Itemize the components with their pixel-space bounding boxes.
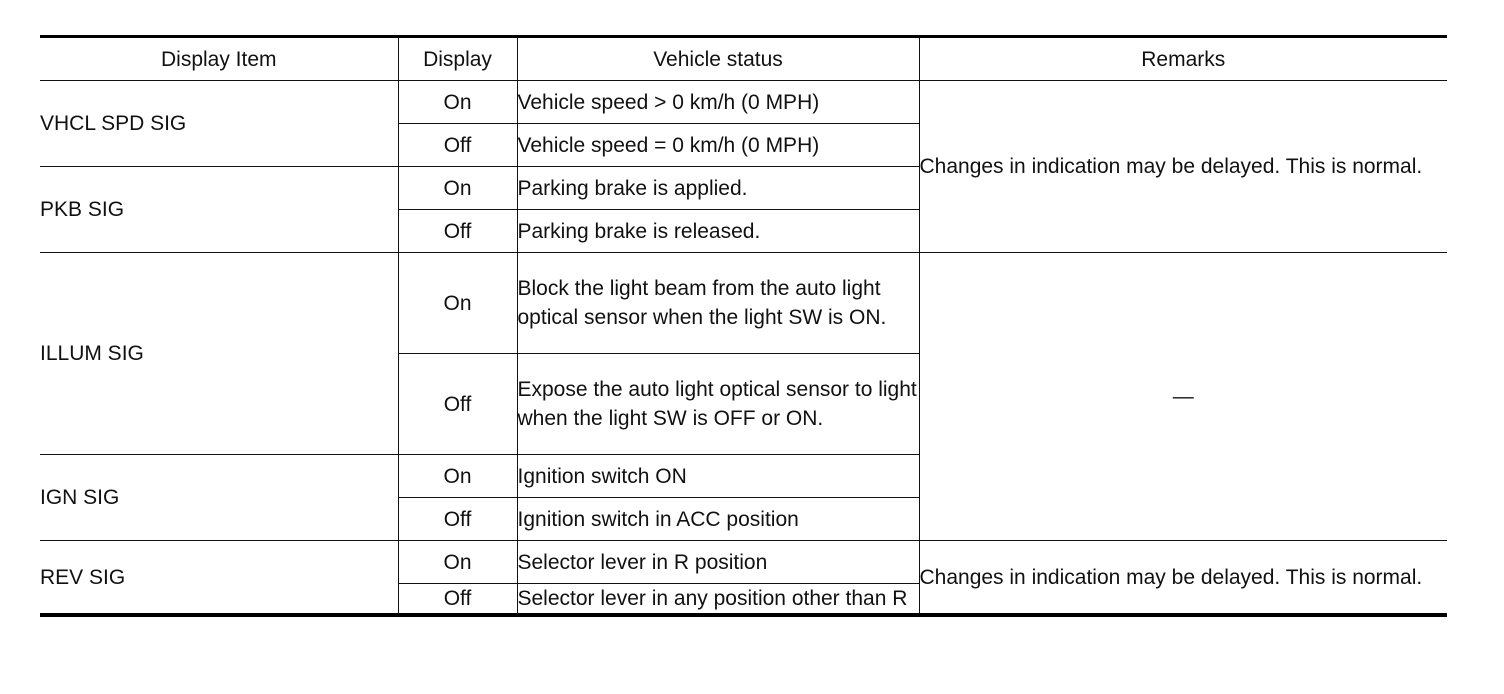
remarks-cell: Changes in indication may be delayed. This is normal.: [919, 81, 1447, 253]
remarks-cell-dash: —: [919, 253, 1447, 541]
vehicle-status: Selector lever in any position other than R: [517, 584, 919, 616]
header-display: Display: [398, 37, 517, 81]
header-remarks: Remarks: [919, 37, 1447, 81]
display-value: On: [398, 81, 517, 124]
remarks-cell: Changes in indication may be delayed. This is normal.: [919, 541, 1447, 616]
table-row: [40, 81, 1447, 124]
vehicle-status: Vehicle speed = 0 km/h (0 MPH): [517, 124, 919, 167]
item-illum-sig: ILLUM SIG: [40, 253, 398, 455]
signal-display-table: [40, 35, 1447, 617]
vehicle-status: Block the light beam from the auto light optical sensor when the light SW is ON.: [517, 253, 919, 354]
display-value: Off: [398, 124, 517, 167]
vehicle-status: Selector lever in R position: [517, 541, 919, 584]
item-vhcl-spd-sig: VHCL SPD SIG: [40, 81, 398, 167]
display-value: On: [398, 455, 517, 498]
display-value: Off: [398, 210, 517, 253]
header-vehicle-status: Vehicle status: [517, 37, 919, 81]
display-value: Off: [398, 354, 517, 455]
display-value: On: [398, 541, 517, 584]
vehicle-status: Expose the auto light optical sensor to light when the light SW is OFF or ON.: [517, 354, 919, 455]
table-row: [40, 253, 1447, 354]
display-value: Off: [398, 584, 517, 616]
vehicle-status: Parking brake is applied.: [517, 167, 919, 210]
vehicle-status: Ignition switch ON: [517, 455, 919, 498]
item-rev-sig: REV SIG: [40, 541, 398, 616]
vehicle-status: Parking brake is released.: [517, 210, 919, 253]
display-value: On: [398, 167, 517, 210]
display-value: On: [398, 253, 517, 354]
vehicle-status: Vehicle speed > 0 km/h (0 MPH): [517, 81, 919, 124]
vehicle-status: Ignition switch in ACC position: [517, 498, 919, 541]
display-value: Off: [398, 498, 517, 541]
table-header-row: [40, 37, 1447, 81]
table-row: [40, 541, 1447, 584]
header-display-item: Display Item: [40, 37, 398, 81]
item-ign-sig: IGN SIG: [40, 455, 398, 541]
item-pkb-sig: PKB SIG: [40, 167, 398, 253]
